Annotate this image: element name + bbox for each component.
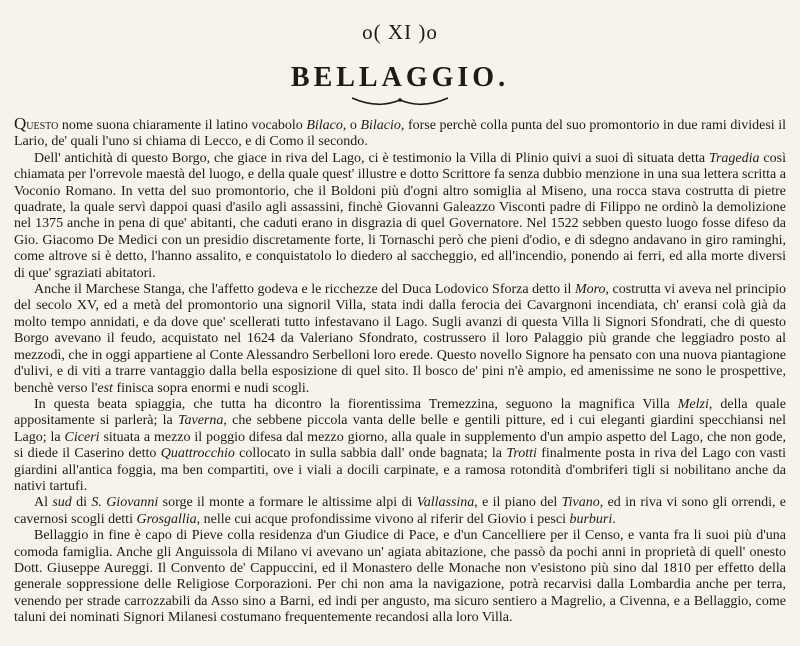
main-text xyxy=(14,116,786,627)
page-number: o( XI )o xyxy=(362,20,438,44)
paragraph-3: Anche il Marchese Stanga, che l'affetto godeva e le ricchezze del Duca Lodovico Sforza detto il Moro, costrutta vi aveva nel principio del secolo XV, ed a metà del promontorio una signoril Villa, stata indi dalla ferocia dei Cavargnoni incendiata, ch' eransi colà già da molto tempo annidati, e da dove que' scellerati tutto infestavano il Lago. Sugli avanzi di questa Villa li Signori Sfondrati, che di questo Borgo avevano il feudo, acquistato nel 1624 da Valeriano Sfondrato, costrussero il loro Palaggio più grande che leggiadro posto al mezzodì, che in oggi appartiene al Conte Alessandro Serbelloni loro erede. Questo novello Signore ha pensato con una nuova piantagione d'ulivi, e di viti a trarre vantaggio dalla bella esposizione di quel sito. Il bosco de' pini n'è ampio, ed amenissime ne sono le prospettive, benchè verso l'est finisca sopra enormi e nudi scogli. xyxy=(14,282,787,396)
paragraph-4: In questa beata spiaggia, che tutta ha dicontro la fiorentissima Tremezzina, seguono la magnifica Villa Melzi, della quale appositamente si parlerà; la Taverna, che sebbene piccola vanta delle belle e gentili pitture, ed i cui eleganti giardini specchiansi nel Lago; la Ciceri situata a mezzo il poggio difesa dal mezzo giorno, alla quale in supplemento d'un ampio aspetto del Lago, che non gode, si diede il Caserino detto Quattrocchio collocato in sulla sabbia dall' onde bagnata; la Trotti finalmente posta in riva del Lago con vasti giardini all'antica foggia, ma ben compartiti, ove i viali a docili carpinate, e a ramosa rotondità d'ombriferi tigli si nobilitano anche da nativi tartufi. xyxy=(14,396,786,494)
drop-capital: Q xyxy=(14,114,27,133)
paragraph-1: Questo nome suona chiaramente il latino vocabolo Bilaco, o Bilacio, forse perchè colla punta del suo promontorio in due rami dividesi il Lario, de' quali l'uno si chiama di Lecco, e di Como il secondo. xyxy=(14,114,787,150)
paragraph-6: Bellaggio in fine è capo di Pieve colla residenza d'un Giudice di Pace, e d'un Cancelliere per il Censo, e vanta fra li suoi più d'una comoda famiglia. Anche gli Anguissola di Milano vi avevano un' agiata abitazione, che passò da pochi anni in proprietà di quell' onesto Dott. Giuseppe Aureggi. Il Convento de' Cappuccini, ed il Monastero delle Monache non v'esistono più sino dal 1810 per effetto della generale soppressione delle Religiose Corporazioni. Per chi non ama la navigazione, potrà recarvisi dalla Lombardia anche per terra, venendo per strade carrozzabili da Asso sino a Barni, ed indi per angusto, ma sicuro sentiero a Magrelio, a Civenna, e a Bellaggio, come taluni dei nominati Signori Milanesi costumano frequentemente recandosi alla loro Villa. xyxy=(14,528,786,626)
page-title: BELLAGGIO. xyxy=(290,62,510,93)
paragraph-5: Al sud di S. Giovanni sorge il monte a formare le altissime alpi di Vallassina, e il piano del Tivano, ed in riva vi sono gli orrendi, e cavernosi scogli detti Grosgallia, nelle cui acque profondissime vivono al riferir del Giovio i pesci burburi. xyxy=(14,495,787,527)
title-ornament xyxy=(350,94,450,108)
paragraph-2: Dell' antichità di questo Borgo, che giace in riva del Lago, ci è testimonio la Villa di Plinio quivi a suoi dì situata detta Tragedia così chiamata per l'orrevole maestà del luogo, e della quale quest' illustre e dotto Scrittore fa senza dubbio menzione in una sua lettera scritta a Voconio Romano. In vetta del suo promontorio, che il Boldoni più d'ogni altro somiglia al Miseno, una rocca stava costrutta di pietre quadrate, la quale servì dappoi quasi d'asilo agli assassini, finchè Giovanni Galeazzo Visconti padre di Filippo ne ordinò la demolizione nel 1375 anche in pena di que' abitanti, che caduti erano in disgrazia di quel Governatore. Nel 1522 sebben questo luogo fosse difeso da Gio. Giacomo De Medici con un presidio discretamente forte, li Tornaschi però che pieni d'odio, e di sdegno andavano in giro raminghi, come altrove si è detto, l'hanno assalito, e conquistatolo lo diedero al saccheggio, ed all'incendio, ponendo ai ferri, ed alla morte diversi di que' sgraziati abitatori. xyxy=(14,150,786,281)
